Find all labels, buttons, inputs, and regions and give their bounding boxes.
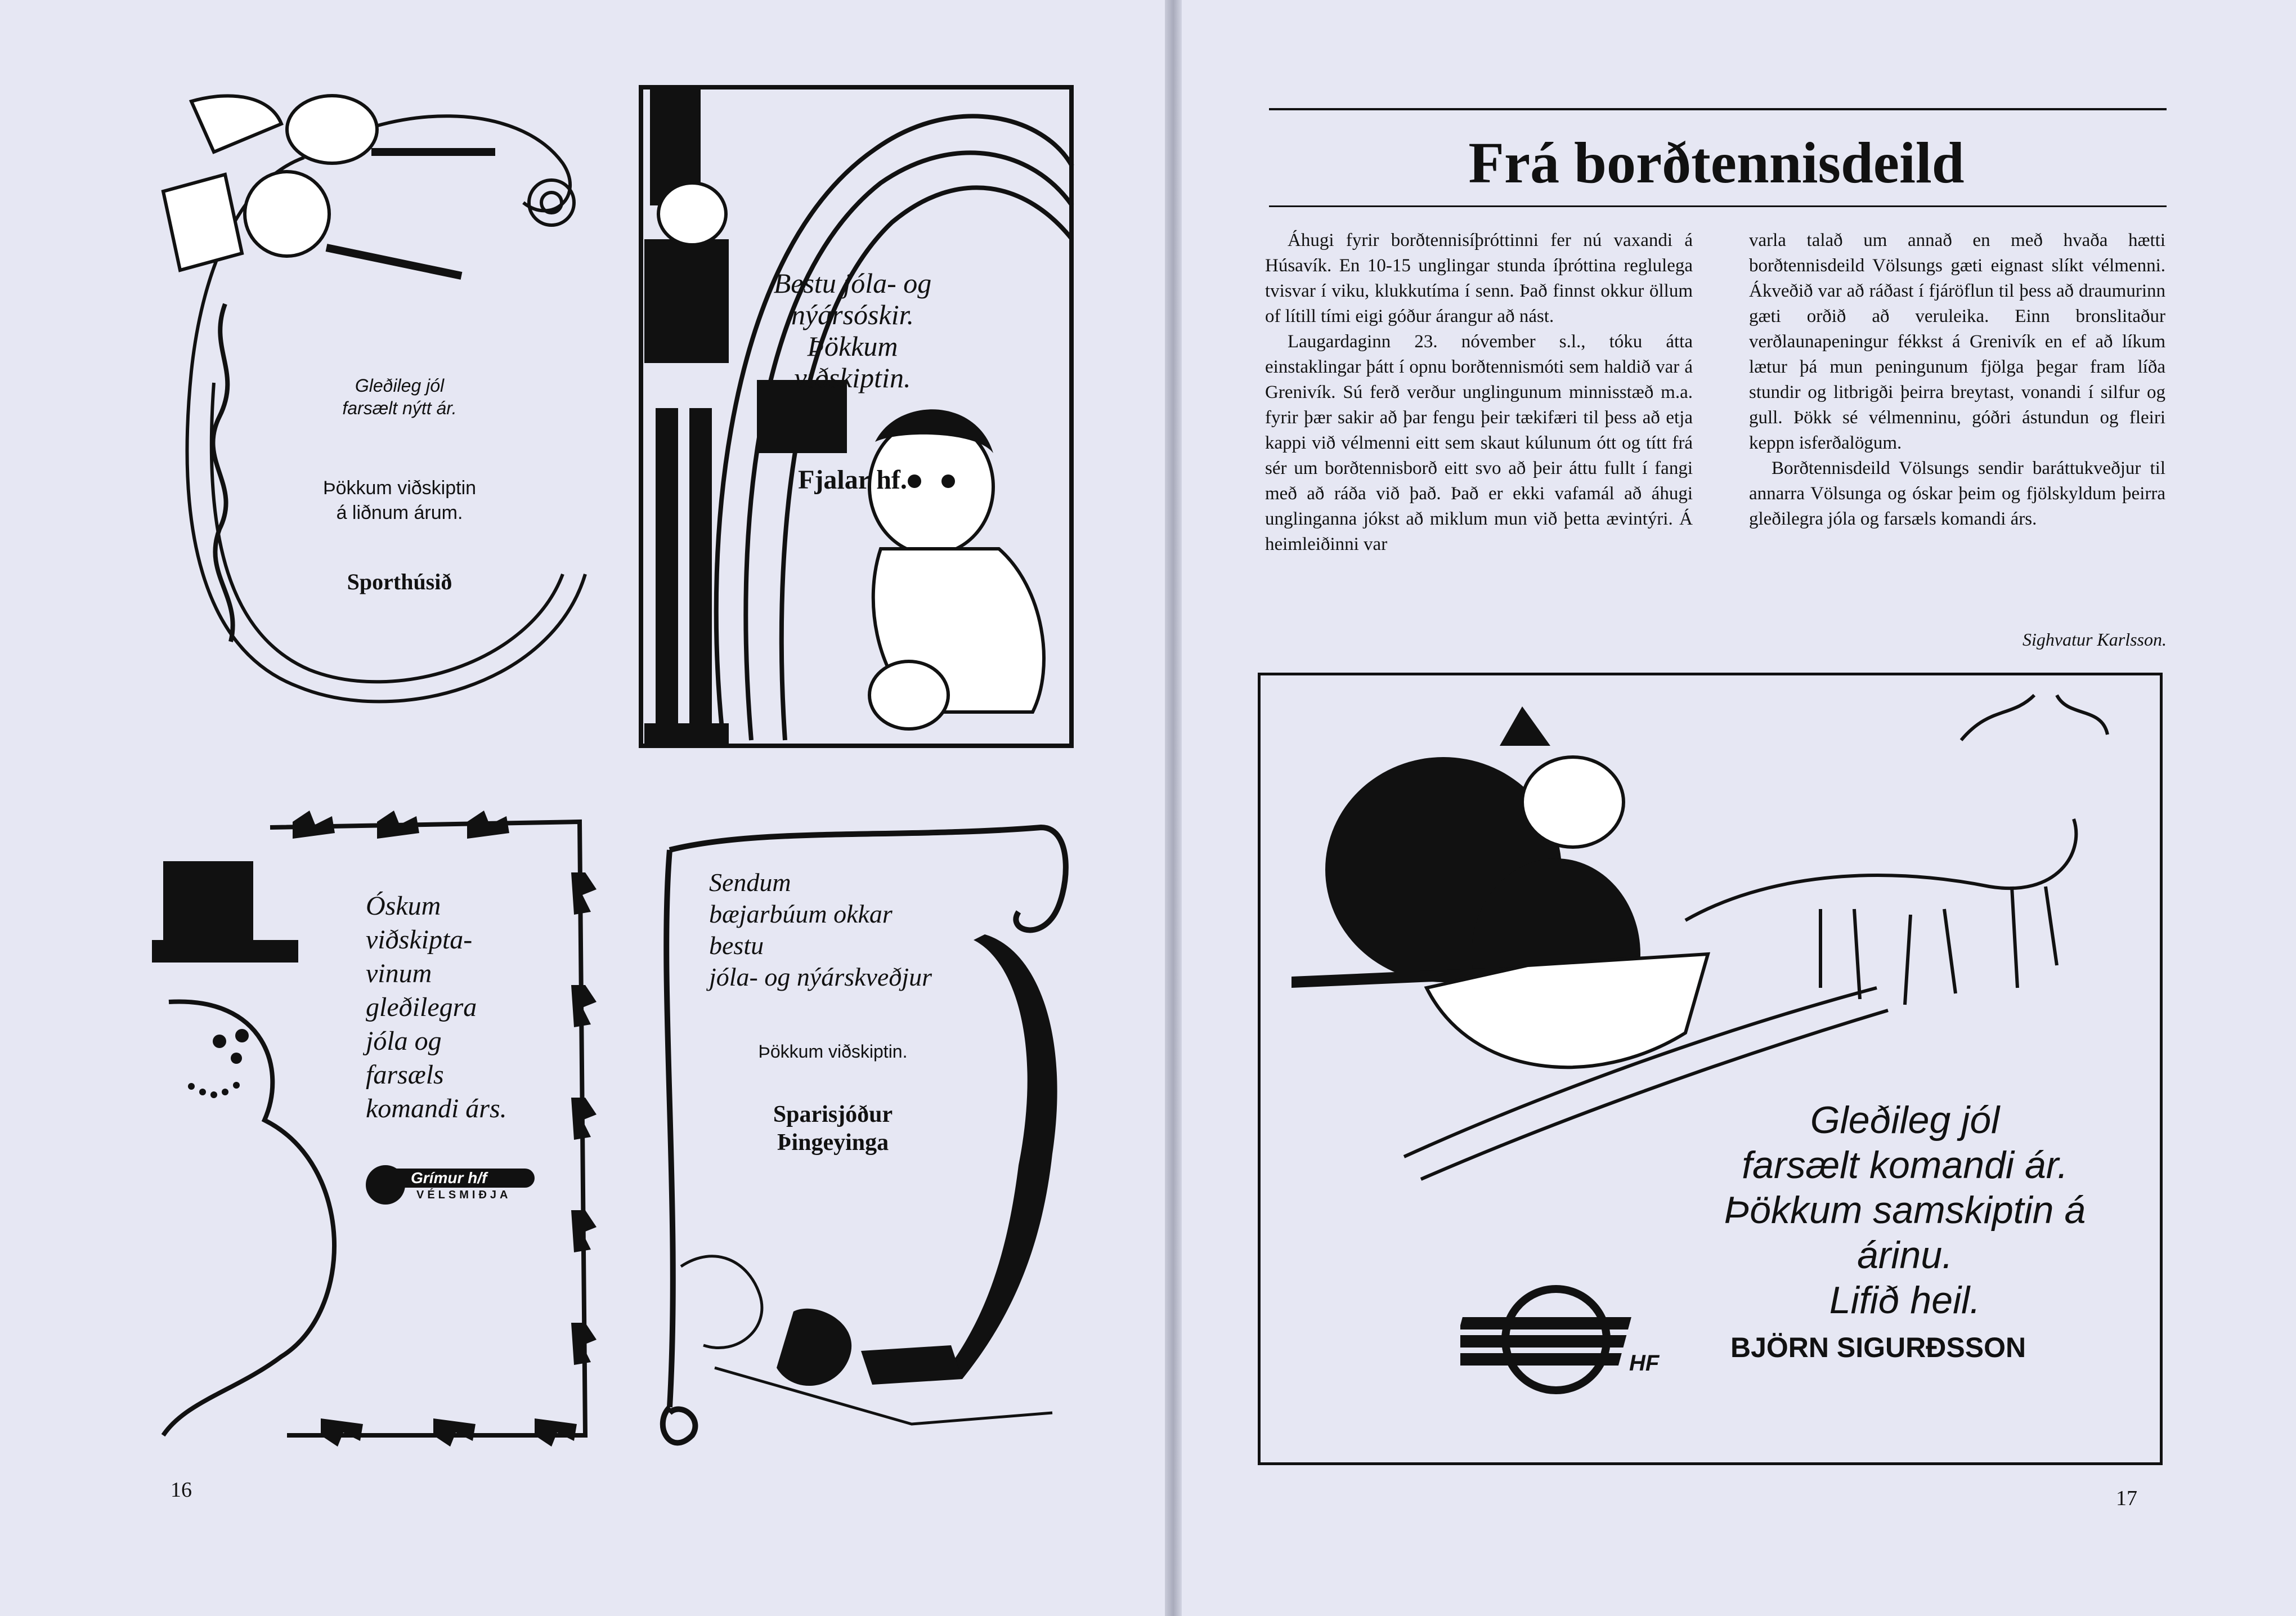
sporthusid-thanks-line: Þökkum viðskiptin xyxy=(322,477,477,499)
heading-top-rule xyxy=(1269,108,2167,110)
bs-company-name: BJÖRN SIGURÐSSON xyxy=(1730,1332,2026,1363)
grimur-greeting-line: jóla og xyxy=(366,1026,442,1056)
page-number-left: 16 xyxy=(171,1478,192,1502)
bs-greeting-line: Lifið heil. xyxy=(1829,1279,1981,1322)
article-paragraph: Laugardaginn 23. nóvember s.l., tóku átta einstaklingar þátt í opnu borðtennismóti sem haldið var á Grenivík. Sú ferð verður unglingunum minnisstæð m.a. fyrir þær sakir að þar fengu þeir tækifæri til þess að etja kappi við vélmenni eitt sem skaut kúlunum ótt og títt frá sér um borðtennisborð eitt svo að þeir áttu fullt í fangi með að ráða við það. Það er ekki vafamál að áhugi unglinganna jókst að miklum mun við þetta ævintýri. Á heimleiðinni var xyxy=(1265,332,1693,554)
article-signature: Sighvatur Karlsson. xyxy=(2022,629,2167,650)
ad-sporthusid xyxy=(158,79,602,732)
fjalar-greeting-line: nýársóskir. xyxy=(791,299,914,330)
sparisjodur-greeting-line: Sendum xyxy=(709,868,791,897)
grimur-logo-name: Grímur h/f xyxy=(388,1169,535,1188)
bs-logo-text: HF xyxy=(1629,1351,1660,1376)
sparisjodur-company-line: Þingeyinga xyxy=(777,1130,889,1156)
page-number-right: 17 xyxy=(2116,1487,2137,1510)
sparisjodur-company-line: Sparisjóður xyxy=(773,1102,893,1127)
sporthusid-greeting-line: Gleðileg jól xyxy=(355,375,445,396)
fjalar-greeting-line: Þökkum xyxy=(807,330,898,362)
grimur-greeting-line: komandi árs. xyxy=(366,1094,507,1123)
page-gutter xyxy=(1165,0,1182,1616)
fjalar-greeting-line: Bestu jóla- og xyxy=(773,267,932,299)
bs-greeting-line: Þökkum samskiptin á xyxy=(1724,1189,2086,1232)
grimur-greeting-line: vinum xyxy=(366,959,432,988)
sporthusid-greeting-line: farsælt nýtt ár. xyxy=(342,398,457,418)
toy-soldier-doll-illustration xyxy=(639,82,1075,751)
article-paragraph: Borðtennisdeild Völsungs sendir baráttukveðjur til annarra Völsunga og óskar þeim og fjölskyldum þeirra gleðilegra jóla og farsæls komandi árs. xyxy=(1749,458,2165,529)
sporthusid-thanks-line: á liðnum árum. xyxy=(336,502,463,523)
ad-grimur xyxy=(152,805,597,1452)
sparisjodur-greeting-line: bestu xyxy=(709,931,764,960)
article-column-1 xyxy=(1265,228,1693,557)
grimur-logo-sub: VÉLSMIÐJA xyxy=(416,1189,512,1201)
bs-greeting-line: Gleðileg jól xyxy=(1810,1099,2000,1142)
grimur-greeting-line: Óskum xyxy=(366,891,441,921)
sparisjodur-greeting-line: jóla- og nýárskveðjur xyxy=(709,963,932,991)
ad-fjalar xyxy=(639,82,1075,751)
sparisjodur-greeting-line: bæjarbúum okkar xyxy=(709,899,893,928)
bs-greeting-line: árinu. xyxy=(1856,1234,1953,1277)
bs-logo-mark xyxy=(1460,1283,1674,1396)
sparisjodur-thanks: Þökkum viðskiptin. xyxy=(758,1041,908,1062)
article-column-2 xyxy=(1749,228,2165,532)
bs-logo xyxy=(1460,1283,1674,1396)
grimur-greeting-line: farsæls xyxy=(366,1060,444,1090)
bs-greeting-line: farsælt komandi ár. xyxy=(1742,1144,2068,1187)
grimur-logo xyxy=(366,1165,540,1205)
santa-reindeer-sleigh-illustration xyxy=(1258,673,2164,1466)
ad-bjorn-sigurdsson xyxy=(1258,673,2164,1466)
heading-bottom-rule xyxy=(1269,205,2167,207)
article-paragraph: Áhugi fyrir borðtennisíþróttinni fer nú vaxandi á Húsavík. En 10-15 unglingar stunda íþróttina reglulega tvisvar í viku, klukkutíma í senn. Það finnst okkur öllum of lítill tími eigi góður árangur að nást. xyxy=(1265,230,1693,326)
article-heading: Frá borðtennisdeild xyxy=(1468,131,1965,195)
article-paragraph: varla talað um annað en með hvaða hætti borðtennisdeild Völsungs gæti eignast slíkt vélmenni. Ákveðið var að ráðast í fjáröflun til þess að draumurinn gæti orðið að veruleika. Einn bronslitaður verðlaunapeningur fékkst á Grenivík en ef að líkum lætur þá mun peningunum fjölga þegar fram líða stundir og litbrigði þeirra breytast, vonandi í silfur og gull. Þökk sé vélmenninu, góðri ástundun og fleiri keppn isferðalögum. xyxy=(1749,230,2165,453)
fjalar-company-name: Fjalar hf. xyxy=(798,465,907,495)
sporthusid-company-name: Sporthúsið xyxy=(347,569,452,594)
fjalar-greeting-line: viðskiptin. xyxy=(794,362,911,393)
grimur-greeting-line: viðskipta- xyxy=(366,925,473,955)
ad-sparisjodur xyxy=(647,816,1080,1463)
grimur-greeting-line: gleðilegra xyxy=(366,992,477,1022)
